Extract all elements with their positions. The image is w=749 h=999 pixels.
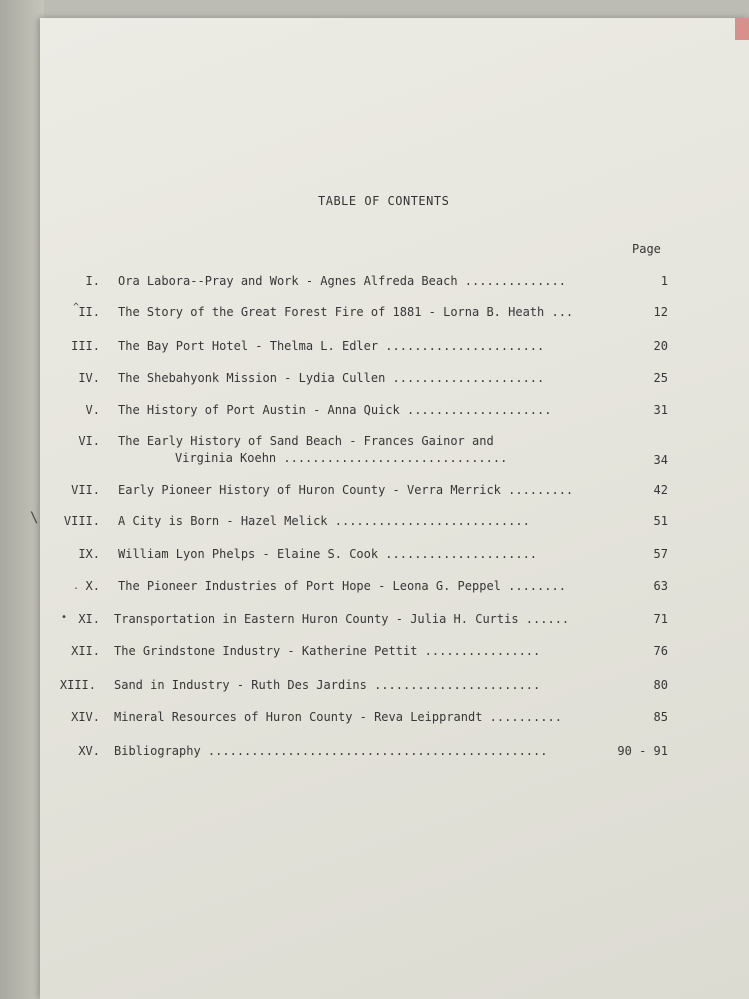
toc-title: The Shebahyonk Mission - Lydia Cullen .....................: [118, 371, 545, 385]
toc-page: 12: [653, 305, 668, 319]
toc-number: V.: [85, 403, 100, 417]
toc-page: 80: [653, 678, 668, 692]
handwritten-mark: •: [61, 612, 68, 623]
toc-title: Mineral Resources of Huron County - Reva Leipprandt ..........: [114, 710, 562, 724]
toc-page: 42: [653, 483, 668, 497]
toc-title: Sand in Industry - Ruth Des Jardins .......................: [114, 678, 541, 692]
toc-number: IV.: [78, 371, 100, 385]
toc-title: The History of Port Austin - Anna Quick ....................: [118, 403, 552, 417]
toc-number: VII.: [71, 483, 100, 497]
toc-number: XI.: [78, 612, 100, 626]
toc-title: A City is Born - Hazel Melick ...........................: [118, 514, 530, 528]
toc-title: The Story of the Great Forest Fire of 1881 - Lorna B. Heath ...: [118, 305, 574, 319]
toc-title: Ora Labora--Pray and Work - Agnes Alfreda Beach ..............: [118, 274, 566, 288]
binding-shadow: [0, 0, 44, 999]
handwritten-mark: \: [30, 510, 39, 526]
handwritten-mark: ^: [73, 302, 80, 313]
toc-number: XII.: [71, 644, 100, 658]
toc-title: The Pioneer Industries of Port Hope - Leona G. Peppel ........: [118, 579, 566, 593]
page-column-label: Page: [632, 242, 661, 256]
toc-page: 85: [653, 710, 668, 724]
toc-title: The Grindstone Industry - Katherine Pettit ................: [114, 644, 541, 658]
toc-page: 20: [653, 339, 668, 353]
toc-page: 63: [653, 579, 668, 593]
toc-title: William Lyon Phelps - Elaine S. Cook .....................: [118, 547, 538, 561]
toc-title: The Early History of Sand Beach - Frances Gainor and: [118, 434, 494, 448]
page-edge-decoration: [735, 18, 749, 40]
document-page: [30, 18, 749, 999]
page-title: TABLE OF CONTENTS: [318, 194, 450, 208]
toc-number: I.: [85, 274, 100, 288]
toc-number: VIII.: [63, 514, 100, 528]
toc-page: 31: [653, 403, 668, 417]
toc-title: Bibliography ...............................................: [114, 744, 548, 758]
handwritten-mark: .: [73, 581, 80, 592]
toc-title: The Bay Port Hotel - Thelma L. Edler ......................: [118, 339, 545, 353]
toc-number: VI.: [78, 434, 100, 448]
toc-title-continuation: Virginia Koehn ...............................: [175, 451, 508, 465]
toc-page: 1: [660, 274, 668, 288]
toc-number: II.: [78, 305, 100, 319]
toc-title: Transportation in Eastern Huron County - Julia H. Curtis ......: [114, 612, 570, 626]
toc-number: IX.: [78, 547, 100, 561]
toc-page: 76: [653, 644, 668, 658]
toc-number: III.: [71, 339, 100, 353]
toc-page: 90 - 91: [617, 744, 668, 758]
toc-title: Early Pioneer History of Huron County - Verra Merrick .........: [118, 483, 574, 497]
toc-page: 25: [653, 371, 668, 385]
toc-number: XV.: [78, 744, 100, 758]
toc-page: 57: [653, 547, 668, 561]
toc-number: XIV.: [71, 710, 100, 724]
toc-number: X.: [85, 579, 100, 593]
toc-page: 71: [653, 612, 668, 626]
toc-page: 51: [653, 514, 668, 528]
toc-page: 34: [653, 453, 668, 467]
toc-number: XIII.: [59, 678, 96, 692]
